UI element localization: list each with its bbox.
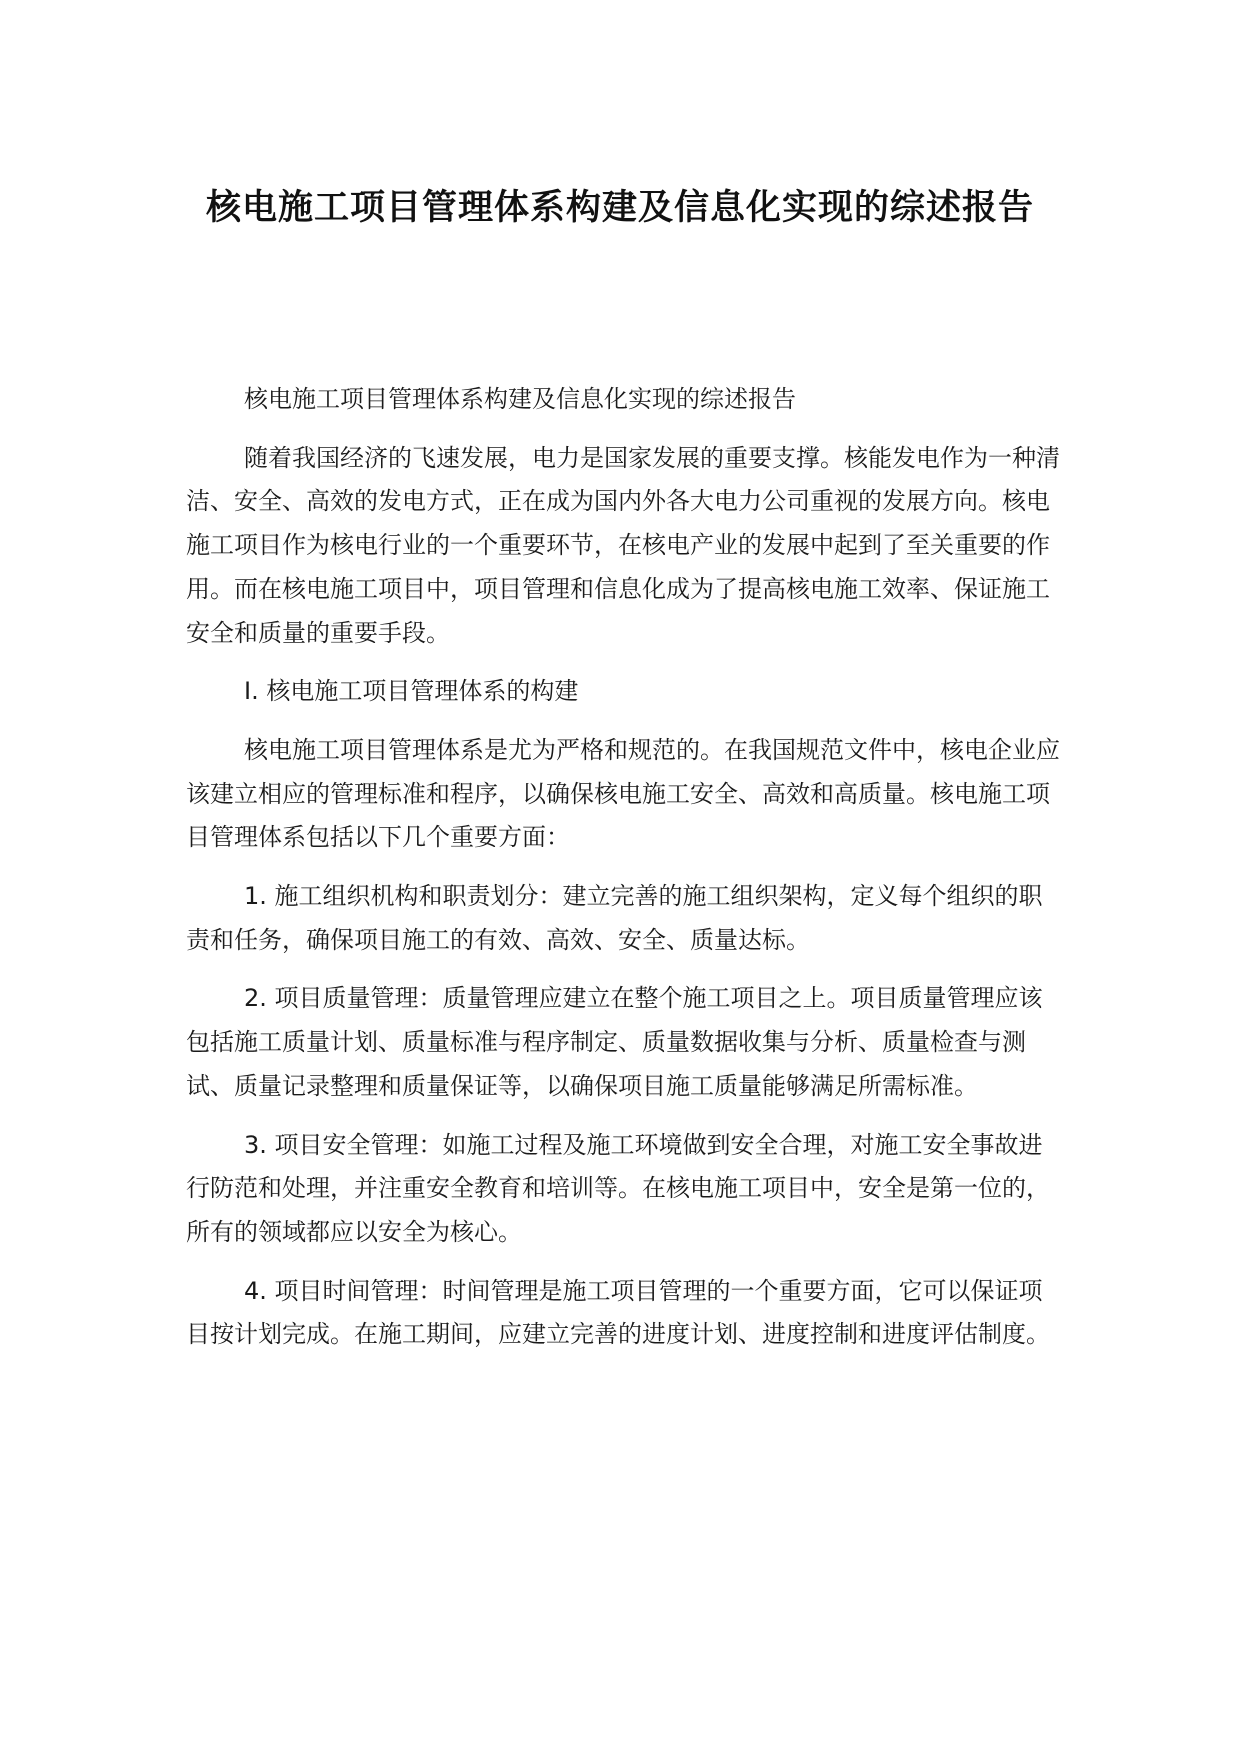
list-item-2: 2. 项目质量管理：质量管理应建立在整个施工项目之上。项目质量管理应该包括施工质量计划、质量标准与程序制定、质量数据收集与分析、质量检查与测试、质量记录整理和质量保证等，以确保项目施工质量能够满足所需标准。 [186,984,1043,1100]
paragraph-management-system: 核电施工项目管理体系是尤为严格和规范的。在我国规范文件中，核电企业应该建立相应的管理标准和程序，以确保核电施工安全、高效和高质量。核电施工项目管理体系包括以下几个重要方面： [186,735,1060,852]
paragraph-subtitle: 核电施工项目管理体系构建及信息化实现的综述报告 [244,385,796,413]
list-item-3: 3. 项目安全管理：如施工过程及施工环境做到安全合理，对施工安全事故进行防范和处理，并注重安全教育和培训等。在核电施工项目中，安全是第一位的，所有的领域都应以安全为核心。 [186,1130,1050,1246]
list-item-4: 4. 项目时间管理：时间管理是施工项目管理的一个重要方面，它可以保证项目按计划完成。在施工期间，应建立完善的进度计划、进度控制和进度评估制度。 [186,1276,1050,1349]
list-item-1: 1. 施工组织机构和职责划分：建立完善的施工组织架构，定义每个组织的职责和任务，确保项目施工的有效、高效、安全、质量达标。 [186,882,1043,954]
section-heading-1: I. 核电施工项目管理体系的构建 [244,677,579,706]
document-body [186,378,1060,1372]
paragraph-introduction: 随着我国经济的飞速发展，电力是国家发展的重要支撑。核能发电作为一种清洁、安全、高效的发电方式，正在成为国内外各大电力公司重视的发展方向。核电施工项目作为核电行业的一个重要环节，在核电产业的发展中起到了至关重要的作用。而在核电施工项目中，项目管理和信息化成为了提高核电施工效率、保证施工安全和质量的重要手段。 [186,443,1060,647]
document-title: 核电施工项目管理体系构建及信息化实现的综述报告 [205,188,1034,228]
